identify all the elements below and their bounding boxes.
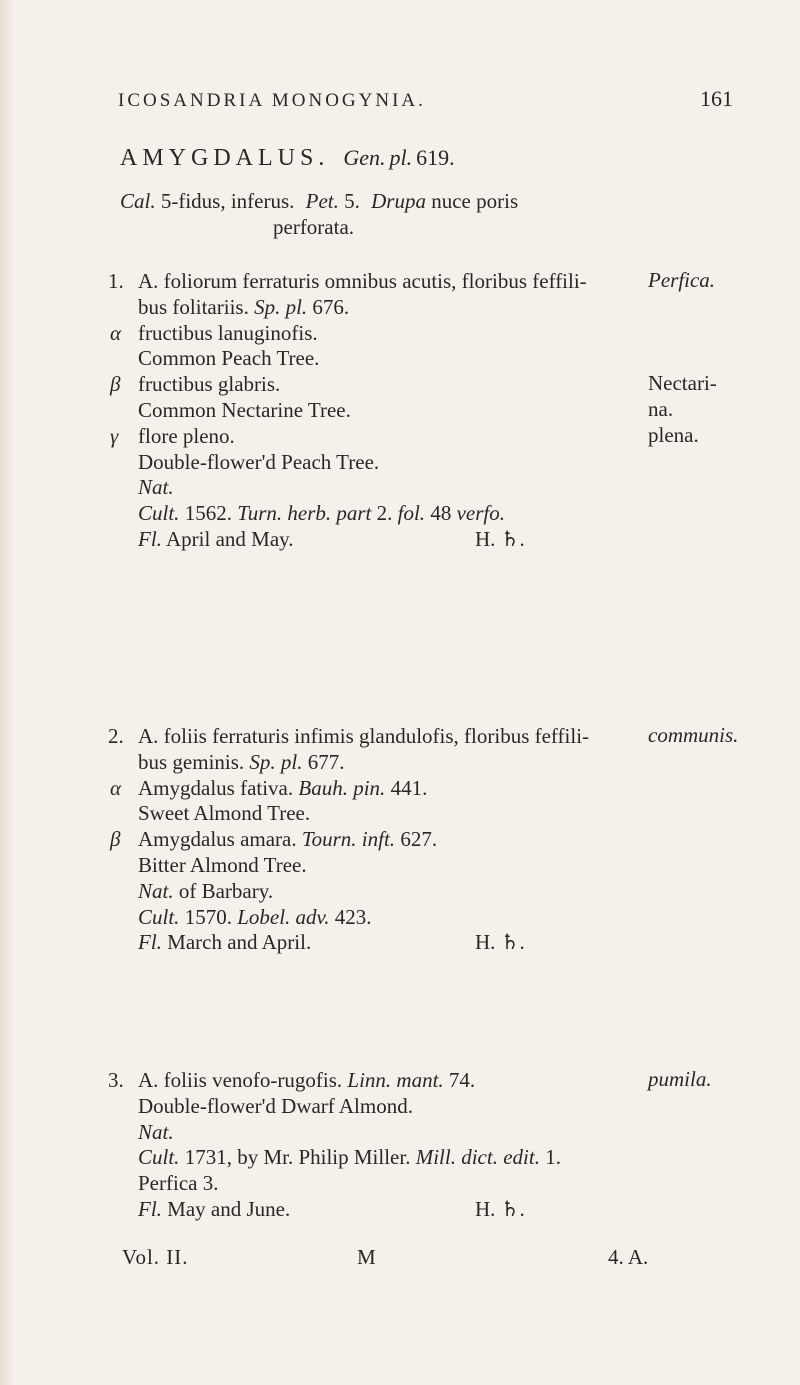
signature-mark: M <box>357 1245 376 1269</box>
species-text-line <box>138 1093 413 1119</box>
text-fragment: 441. <box>385 775 428 800</box>
hardiness-symbol: H. ♄. <box>475 1197 525 1221</box>
text-fragment: A. foliorum ferraturis omnibus acutis, floribus feffili- <box>138 269 587 293</box>
text-fragment: fol. <box>397 501 426 526</box>
cal-text: 5-fidus, inferus. <box>160 189 295 213</box>
species-marginal-name: Perfica. <box>648 268 716 292</box>
character-line-2: perforata. <box>273 215 355 239</box>
text-fragment: 423. <box>329 904 372 929</box>
text-fragment: Cult. <box>138 904 180 929</box>
species-text-line <box>138 878 273 904</box>
text-fragment: bus folitariis. <box>138 294 255 319</box>
text-fragment: Amygdalus amara. <box>138 827 302 852</box>
text-fragment: Nat. <box>138 878 174 903</box>
variety-marker: α <box>110 775 122 800</box>
text-fragment: Nat. <box>138 1119 174 1144</box>
species-text-line <box>138 749 345 775</box>
species-text-line <box>138 526 294 552</box>
text-fragment: Fl. <box>138 527 162 551</box>
text-fragment: Cult. <box>138 1145 180 1170</box>
genus-ref-num: 619. <box>416 145 455 170</box>
variety-marginal-name: plena. <box>648 422 699 447</box>
text-fragment: 74. <box>443 1068 476 1092</box>
species-text-line <box>138 1170 218 1196</box>
text-fragment: fructibus lanuginofis. <box>138 320 318 345</box>
text-fragment: 1. <box>539 1145 561 1170</box>
text-fragment: Double-flower'd Peach Tree. <box>138 449 380 474</box>
species-text-line <box>138 904 372 930</box>
text-fragment: verfo. <box>456 501 505 526</box>
variety-marginal-name: Nectari- <box>648 371 717 396</box>
species-text-line <box>138 474 174 500</box>
text-fragment: Cult. <box>138 501 180 526</box>
species-text-line <box>138 423 235 449</box>
variety-marker: β <box>110 827 121 852</box>
running-title: ICOSANDRIA MONOGYNIA. <box>118 90 426 111</box>
text-fragment: Sp. pl. <box>249 749 303 774</box>
species-number: 3. <box>108 1068 124 1092</box>
hardiness-symbol: H. ♄. <box>475 527 525 551</box>
text-fragment: 2. <box>371 501 398 526</box>
species-text-line <box>138 371 280 397</box>
pet-label: Pet. <box>305 189 339 213</box>
text-fragment: Tourn. inft. <box>301 827 396 852</box>
species-text-line <box>138 294 349 320</box>
species-text-line <box>138 1067 475 1093</box>
species-text-line <box>138 345 319 371</box>
species-text-line <box>138 449 379 475</box>
variety-marker: γ <box>110 423 119 448</box>
text-fragment: Nat. <box>138 475 174 500</box>
species-text-line <box>138 826 437 852</box>
text-fragment: Amygdalus fativa. <box>138 775 299 800</box>
variety-marginal-name: na. <box>648 397 674 421</box>
catchword: 4. A. <box>608 1245 649 1269</box>
species-marginal-name: pumila. <box>648 1067 712 1091</box>
text-fragment: flore pleno. <box>138 423 235 448</box>
genus-ref-pl: pl. <box>389 145 413 170</box>
text-fragment: Bitter Almond Tree. <box>138 853 307 877</box>
text-fragment: April and May. <box>161 527 294 551</box>
generic-character <box>120 188 518 214</box>
text-fragment: Common Peach Tree. <box>138 346 320 371</box>
species-text-line <box>138 268 587 294</box>
volume-number: Vol. II. <box>122 1245 189 1269</box>
text-fragment: 676. <box>307 294 350 319</box>
text-fragment: fructibus glabris. <box>138 372 281 397</box>
species-text-line <box>138 723 589 749</box>
text-fragment: May and June. <box>161 1197 291 1221</box>
species-text-line <box>138 775 427 801</box>
text-fragment: 1562. <box>179 501 238 526</box>
pet-text: 5. <box>344 189 360 213</box>
text-fragment: 677. <box>302 749 345 774</box>
text-fragment: 1731, by Mr. Philip Miller. <box>179 1145 416 1170</box>
text-fragment: Perfica 3. <box>138 1171 219 1196</box>
species-number: 2. <box>108 724 124 748</box>
species-text-line <box>138 1144 561 1170</box>
page-number: 161 <box>700 86 733 111</box>
text-fragment: Common Nectarine Tree. <box>138 398 351 422</box>
species-text-line <box>138 500 505 526</box>
text-fragment: 48 <box>425 501 457 526</box>
species-text-line <box>138 929 311 955</box>
species-text-line <box>138 800 310 826</box>
text-fragment: Double-flower'd Dwarf Almond. <box>138 1093 413 1118</box>
text-fragment: Fl. <box>138 930 162 955</box>
text-fragment: Turn. herb. part <box>237 501 372 526</box>
variety-marker: β <box>110 372 121 397</box>
genus-ref-gen: Gen. <box>343 145 386 170</box>
genus-name: AMYGDALUS. <box>120 145 330 171</box>
text-fragment: Mill. dict. edit. <box>415 1145 540 1170</box>
species-text-line <box>138 397 351 423</box>
species-text-line <box>138 1196 290 1222</box>
species-marginal-name: communis. <box>648 723 739 747</box>
text-fragment: A. foliis ferraturis infimis glandulofis, floribus feffili- <box>138 724 590 748</box>
species-number: 1. <box>108 269 124 293</box>
species-text-line <box>138 1119 174 1145</box>
text-fragment: bus geminis. <box>138 749 250 774</box>
text-fragment: Sweet Almond Tree. <box>138 801 311 826</box>
text-fragment: Fl. <box>138 1197 162 1221</box>
species-text-line <box>138 852 307 878</box>
text-fragment: of Barbary. <box>173 878 274 903</box>
text-fragment: Lobel. adv. <box>237 904 330 929</box>
hardiness-symbol: H. ♄. <box>475 930 525 955</box>
text-fragment: Sp. pl. <box>254 294 308 319</box>
drupa-text: nuce poris <box>431 189 519 213</box>
text-fragment: March and April. <box>161 930 312 955</box>
text-fragment: Linn. mant. <box>347 1068 444 1092</box>
text-fragment: Bauh. pin. <box>298 775 386 800</box>
drupa-label: Drupa <box>371 189 426 213</box>
page-gutter-shadow <box>0 0 14 1385</box>
text-fragment: 627. <box>395 827 438 852</box>
genus-heading <box>120 145 455 172</box>
species-text-line <box>138 320 318 346</box>
text-fragment: A. foliis venofo-rugofis. <box>138 1068 348 1092</box>
text-fragment: 1570. <box>179 904 238 929</box>
variety-marker: α <box>110 320 122 345</box>
cal-label: Cal. <box>120 189 156 213</box>
